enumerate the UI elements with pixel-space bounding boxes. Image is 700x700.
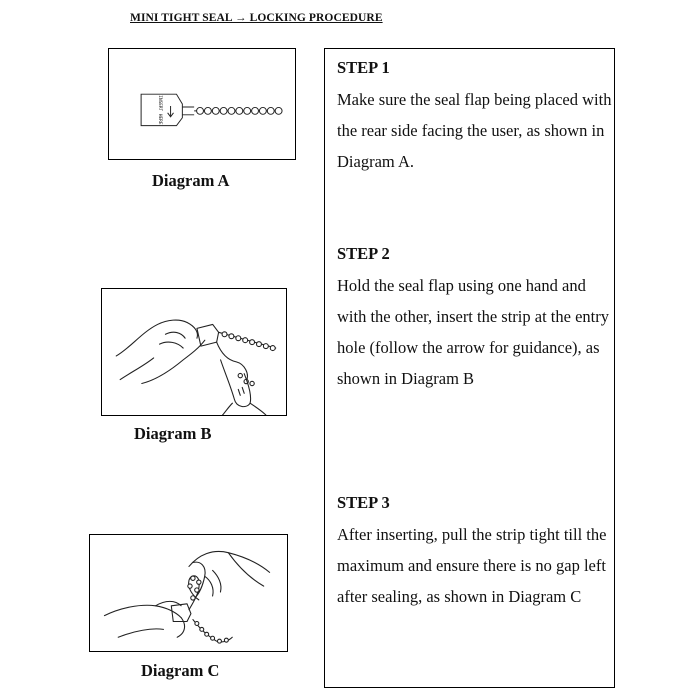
step-1-heading: STEP 1 (337, 58, 390, 77)
page-title: MINI TIGHT SEAL → LOCKING PROCEDURE (130, 12, 383, 24)
diagram-b-caption: Diagram B (134, 424, 212, 443)
step-1 (337, 58, 612, 177)
diagram-a-caption: Diagram A (152, 171, 230, 190)
step-3 (337, 493, 612, 612)
step-1-text: Make sure the seal flap being placed with the rear side facing the user, as shown in Diagram A. (337, 90, 612, 171)
pull-tight-illustration (90, 535, 287, 651)
step-2-heading: STEP 2 (337, 244, 390, 263)
diagram-b-figure (101, 288, 287, 416)
step-2-text: Hold the seal flap using one hand and with the other, insert the strip at the entry hole (follow the arrow for guidance), as shown in Diagram B (337, 276, 609, 388)
diagram-c-caption: Diagram C (141, 661, 220, 680)
diagram-c-figure (89, 534, 288, 652)
step-2 (337, 244, 612, 394)
step-3-heading: STEP 3 (337, 493, 390, 512)
seal-label: INSERT HERE (156, 95, 162, 125)
steps-panel (324, 48, 615, 688)
step-3-text: After inserting, pull the strip tight till the maximum and ensure there is no gap left after sealing, as shown in Diagram C (337, 525, 607, 606)
seal-flap-illustration (109, 49, 295, 159)
insert-strip-illustration (102, 289, 286, 415)
diagram-a-figure (108, 48, 296, 160)
